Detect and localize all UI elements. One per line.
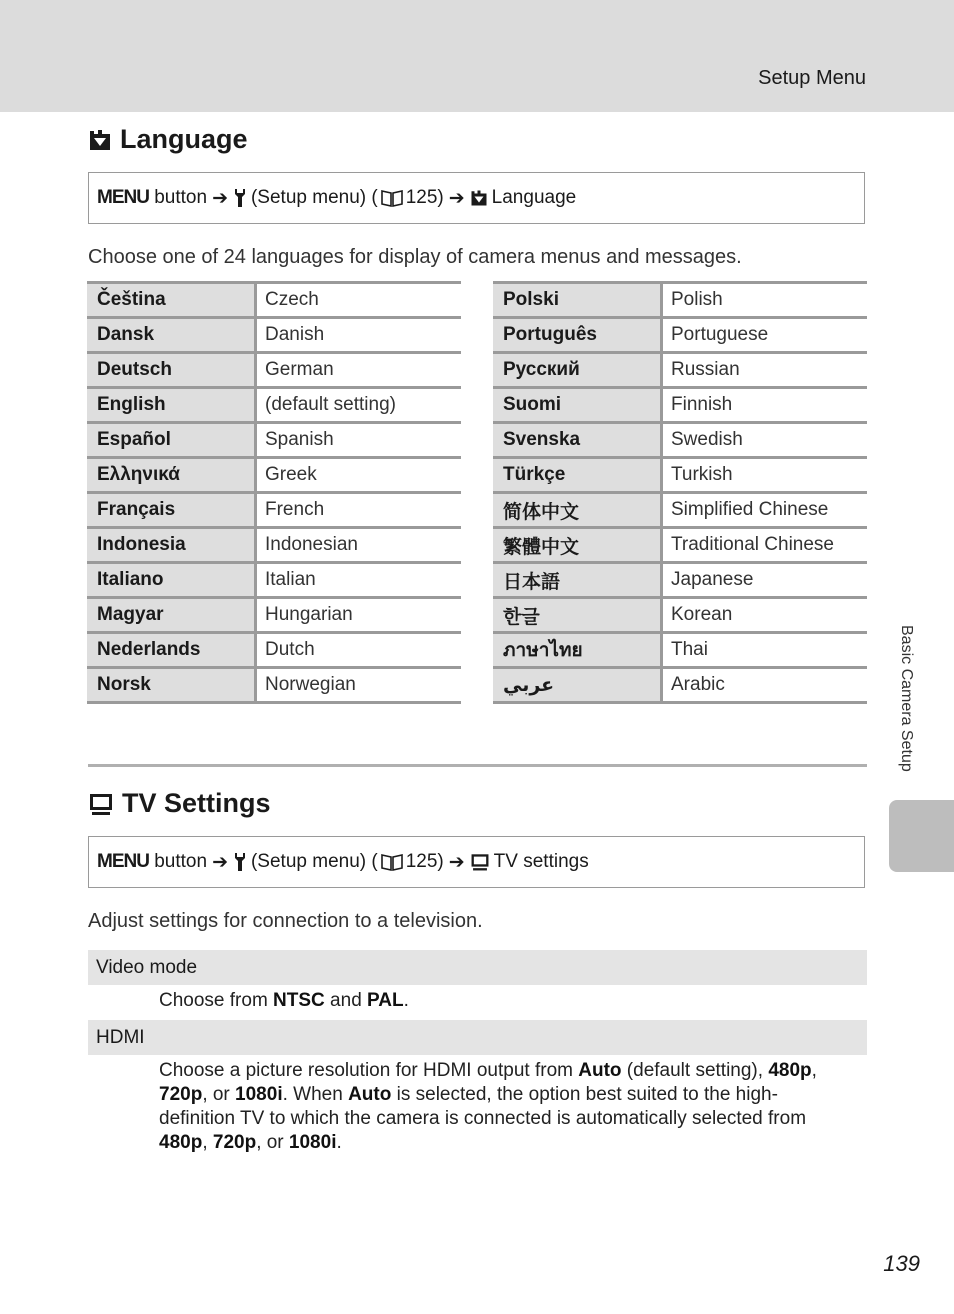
language-row [87,458,461,493]
language-row [493,283,867,318]
english-language-name: Spanish [256,423,462,458]
native-language-name: Magyar [87,598,256,633]
english-language-name: Italian [256,563,462,598]
english-language-name: Arabic [662,668,868,703]
page-number: 139 [883,1251,920,1276]
language-row [87,353,461,388]
english-language-name: German [256,353,462,388]
wrench-icon [233,852,247,872]
tv-settings-heading [88,788,271,819]
tv-menu-path: MENU button ➔ (Setup menu) ( 125 ) ➔ TV settings [88,836,865,888]
native-language-name: Čeština [87,283,256,318]
english-language-name: (default setting) [256,388,462,423]
native-language-name: ภาษาไทย [493,633,662,668]
native-language-name: 繁體中文 [493,528,662,563]
language-menu-path: MENU button ➔ (Setup menu) ( 125 ) ➔ Language [88,172,865,224]
english-language-name: Portuguese [662,318,868,353]
native-language-name: 简体中文 [493,493,662,528]
language-row [87,528,461,563]
native-language-name: English [87,388,256,423]
menu-button-glyph: MENU [97,187,149,208]
native-language-name: Nederlands [87,633,256,668]
language-row [493,353,867,388]
native-language-name: Suomi [493,388,662,423]
english-language-name: Turkish [662,458,868,493]
english-language-name: Thai [662,633,868,668]
language-row [493,318,867,353]
language-icon [470,189,488,207]
menu-button-glyph: MENU [97,851,149,872]
language-row [493,458,867,493]
running-header: Setup Menu [758,67,866,89]
wrench-icon [233,188,247,208]
language-row [87,318,461,353]
book-icon [381,853,403,871]
native-language-name: Español [87,423,256,458]
language-row [493,668,867,703]
native-language-name: Indonesia [87,528,256,563]
language-row [87,493,461,528]
native-language-name: Italiano [87,563,256,598]
language-row [493,528,867,563]
language-intro: Choose one of 24 languages for display of camera menus and messages. [88,246,742,268]
english-language-name: Hungarian [256,598,462,633]
arrow-icon: ➔ [448,851,465,873]
native-language-name: Polski [493,283,662,318]
tv-icon [470,852,490,872]
language-row [493,423,867,458]
tv-icon [88,791,114,817]
chapter-tab [889,800,954,872]
hdmi-description: Choose a picture resolution for HDMI output from Auto (default setting), 480p, 720p, or 1080i. When Auto is selected, the option best suited to the high-definition TV to which the camera is connected is automatically selected from 480p, 720p, or 1080i. [159,1060,817,1153]
language-row [87,423,461,458]
video-mode-description: Choose from NTSC and PAL. [159,990,409,1011]
english-language-name: Japanese [662,563,868,598]
native-language-name: عربي [493,668,662,703]
language-icon [88,128,112,152]
english-language-name: Danish [256,318,462,353]
book-icon [381,189,403,207]
english-language-name: French [256,493,462,528]
hdmi-heading: HDMI [88,1020,867,1055]
tv-intro: Adjust settings for connection to a television. [88,910,483,932]
english-language-name: Swedish [662,423,868,458]
english-language-name: Czech [256,283,462,318]
language-row [87,563,461,598]
side-chapter-label: Basic Camera Setup [898,625,915,772]
language-row [87,598,461,633]
english-language-name: Finnish [662,388,868,423]
language-row [493,598,867,633]
english-language-name: Indonesian [256,528,462,563]
language-row [493,633,867,668]
native-language-name: Norsk [87,668,256,703]
language-table-right [493,281,867,704]
language-row [493,388,867,423]
native-language-name: Dansk [87,318,256,353]
english-language-name: Traditional Chinese [662,528,868,563]
language-table-left [87,281,461,704]
language-row [493,563,867,598]
native-language-name: Ελληνικά [87,458,256,493]
header-band [0,0,954,112]
arrow-icon: ➔ [212,851,228,873]
language-row [87,283,461,318]
tv-settings-title: TV Settings [122,788,271,818]
native-language-name: Svenska [493,423,662,458]
english-language-name: Korean [662,598,868,633]
english-language-name: Simplified Chinese [662,493,868,528]
video-mode-heading: Video mode [88,950,867,985]
arrow-icon: ➔ [212,187,228,209]
native-language-name: Deutsch [87,353,256,388]
section-divider [88,764,867,767]
native-language-name: 日本語 [493,563,662,598]
native-language-name: Português [493,318,662,353]
arrow-icon: ➔ [448,187,465,209]
native-language-name: Français [87,493,256,528]
language-row [87,388,461,423]
language-title: Language [120,124,248,154]
english-language-name: Polish [662,283,868,318]
language-row [87,633,461,668]
native-language-name: 한글 [493,598,662,633]
english-language-name: Norwegian [256,668,462,703]
native-language-name: Русский [493,353,662,388]
language-row [493,493,867,528]
language-row [87,668,461,703]
language-heading [88,124,248,155]
english-language-name: Russian [662,353,868,388]
native-language-name: Türkçe [493,458,662,493]
english-language-name: Dutch [256,633,462,668]
english-language-name: Greek [256,458,462,493]
